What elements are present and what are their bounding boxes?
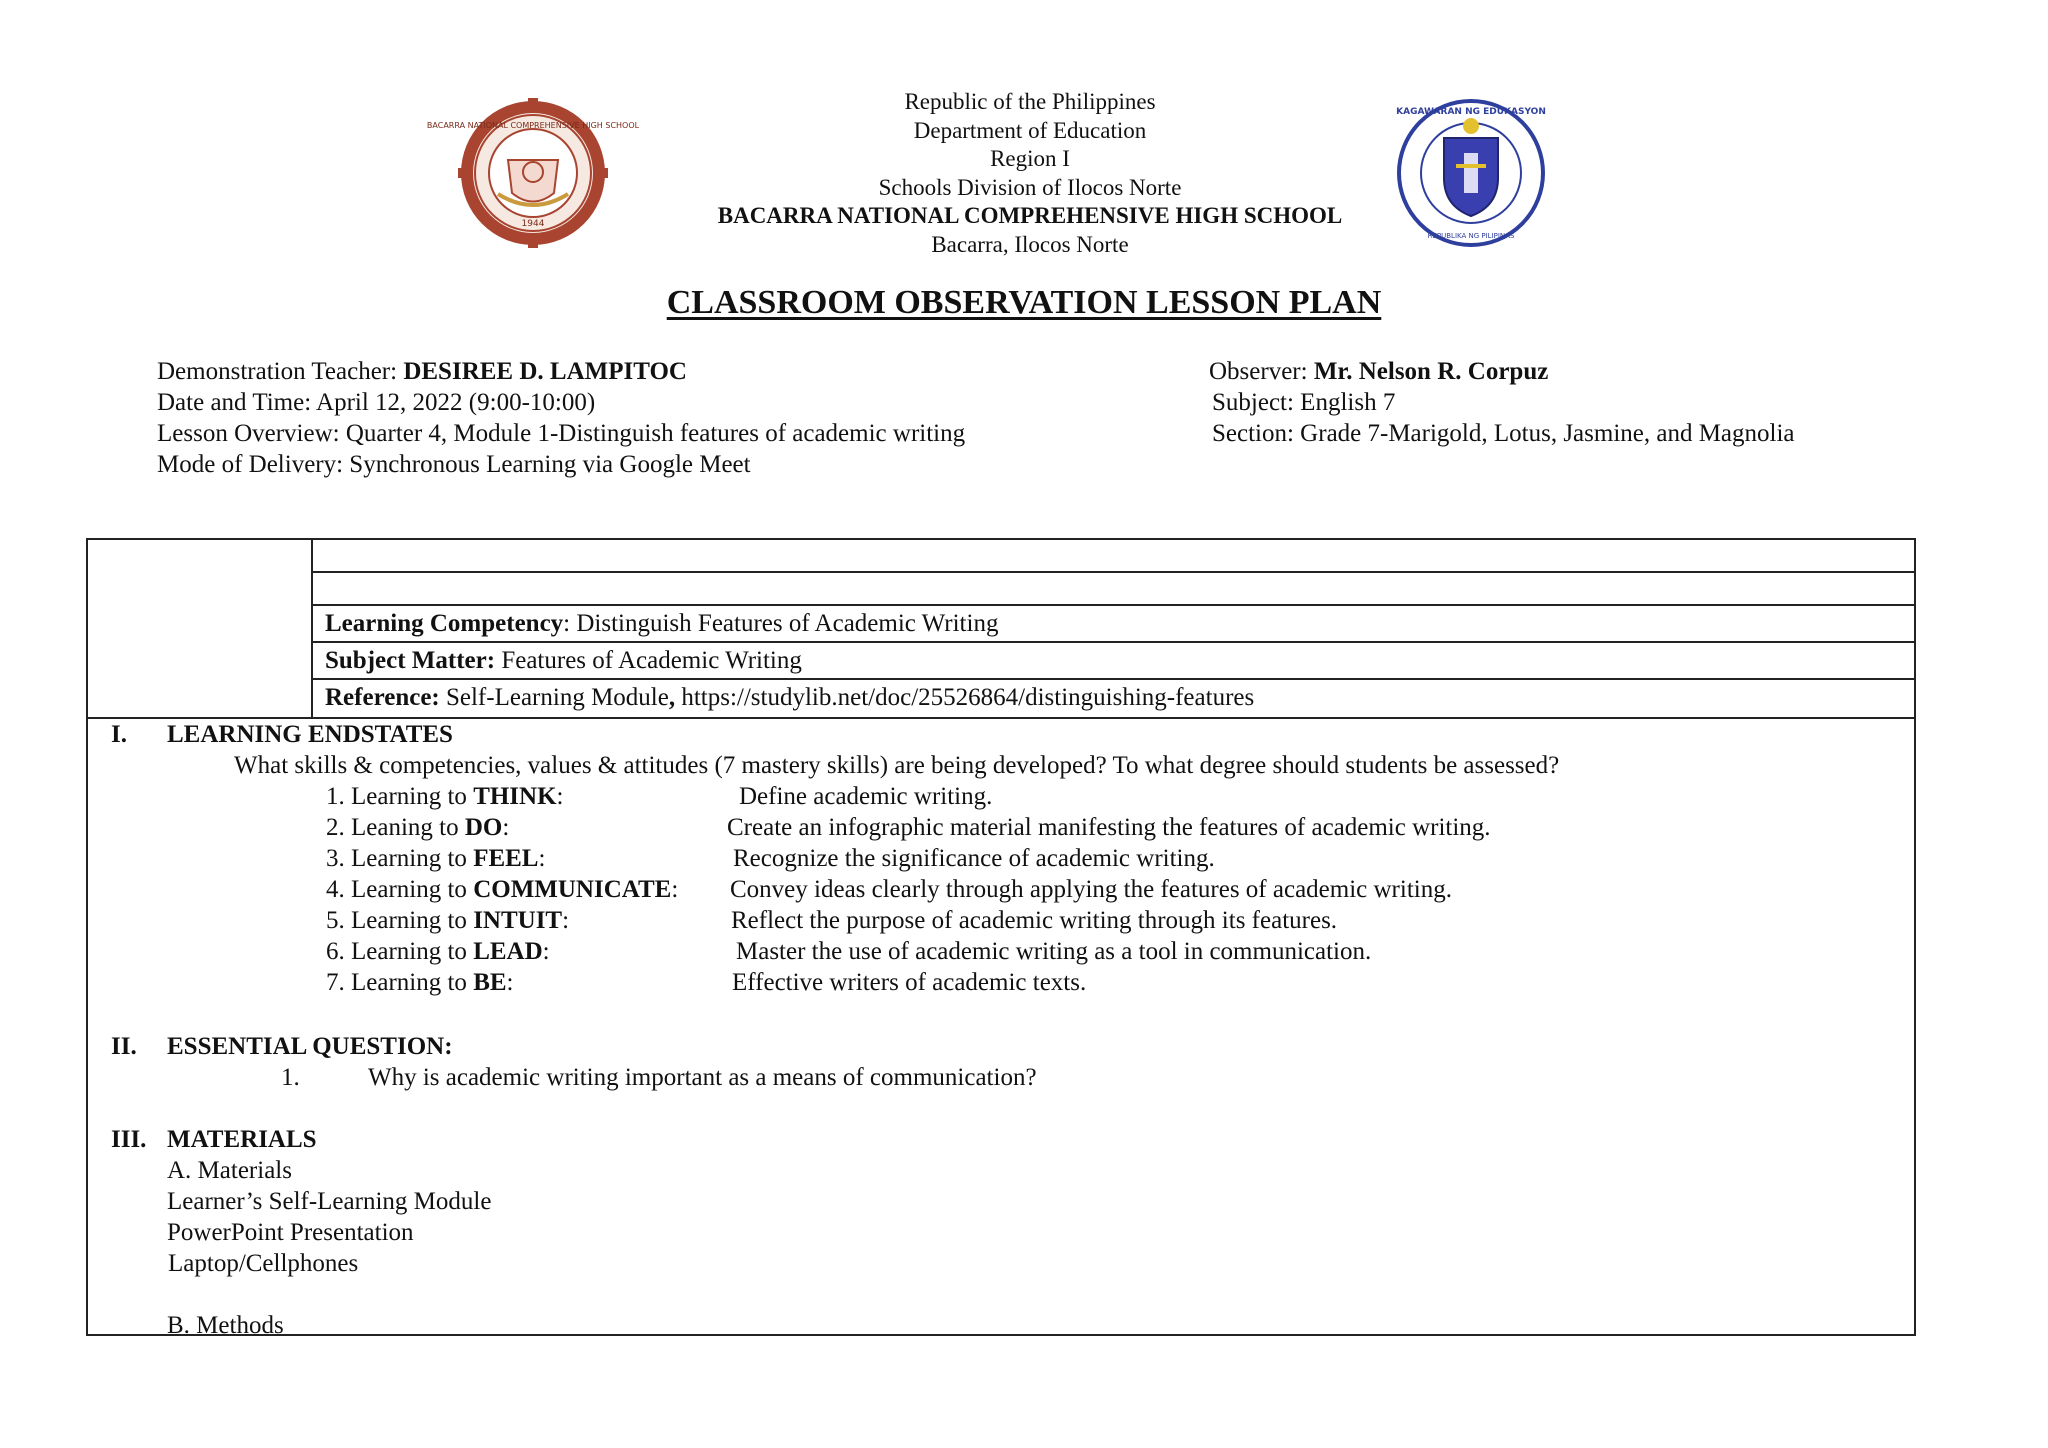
endstate-key: COMMUNICATE: [473, 876, 672, 903]
endstate-item: [326, 967, 1826, 998]
endstate-suffix: :: [556, 783, 564, 810]
endstate-suffix: :: [562, 907, 570, 934]
endstate-key: DO: [464, 814, 503, 841]
materials-subheading: A. Materials: [167, 1157, 292, 1184]
lesson-plan-table: [86, 538, 1916, 1339]
section-materials-heading: [111, 1124, 317, 1155]
endstate-prefix: 6. Learning to: [326, 938, 474, 965]
endstate-prefix: 2. Leaning to: [326, 814, 465, 841]
table-row-competency: [313, 606, 1914, 643]
document-title: CLASSROOM OBSERVATION LESSON PLAN: [666, 284, 1382, 321]
teacher-name: DESIREE D. LAMPITOC: [403, 358, 687, 385]
endstate-prefix: 5. Learning to: [326, 907, 474, 934]
essential-question-text: Why is academic writing important as a means of communication?: [368, 1064, 1037, 1091]
endstate-desc: Define academic writing.: [739, 783, 993, 810]
header-address: Bacarra, Ilocos Norte: [931, 231, 1129, 257]
endstate-label: [326, 905, 569, 936]
endstate-key: INTUIT: [473, 907, 563, 934]
endstate-suffix: :: [671, 876, 679, 903]
table-row-empty: [313, 573, 1914, 606]
material-item: Laptop/Cellphones: [168, 1250, 359, 1277]
material-item: PowerPoint Presentation: [167, 1219, 414, 1246]
seal-right-text-bottom: REPUBLIKA NG PILIPINAS: [1427, 232, 1515, 240]
seal-left-year: 1944: [521, 219, 545, 229]
section-title: MATERIALS: [167, 1126, 317, 1153]
table-row-empty: [313, 540, 1914, 573]
section-title: LEARNING ENDSTATES: [167, 721, 453, 748]
reference-label: Reference:: [325, 684, 440, 711]
endstate-item: [326, 843, 1826, 874]
lesson-plan-body: [88, 719, 1914, 1339]
endstate-suffix: :: [538, 845, 546, 872]
subject-matter-value: Features of Academic Writing: [495, 647, 802, 674]
overview-line: Lesson Overview: Quarter 4, Module 1-Distinguish features of academic writing: [157, 420, 966, 447]
material-item: Learner’s Self-Learning Module: [167, 1188, 492, 1215]
header-region: Region I: [990, 146, 1070, 171]
endstate-suffix: :: [502, 814, 510, 841]
endstate-desc: Effective writers of academic texts.: [732, 969, 1087, 996]
table-corner-cell: [88, 540, 313, 717]
endstate-key: THINK: [473, 783, 557, 810]
section-title: ESSENTIAL QUESTION:: [167, 1033, 453, 1060]
mode-line: Mode of Delivery: Synchronous Learning via Google Meet: [157, 451, 751, 478]
endstate-key: BE: [473, 969, 507, 996]
datetime-line: Date and Time: April 12, 2022 (9:00-10:00): [157, 389, 596, 416]
reference-value: Self-Learning Module: [439, 684, 669, 711]
competency-label: Learning Competency: [325, 610, 564, 637]
essential-question-number: 1.: [281, 1064, 300, 1091]
section-line: Section: Grade 7-Marigold, Lotus, Jasmine, and Magnolia: [1212, 420, 1795, 447]
teacher-line: [157, 356, 965, 387]
endstate-label: [326, 874, 678, 905]
subject-line: Subject: English 7: [1212, 389, 1396, 416]
header-school-name: BACARRA NATIONAL COMPREHENSIVE HIGH SCHOOL: [717, 203, 1343, 228]
endstate-prefix: 3. Learning to: [326, 845, 474, 872]
lesson-info-left: [157, 356, 965, 480]
endstate-desc: Reflect the purpose of academic writing through its features.: [731, 907, 1338, 934]
endstate-key: FEEL: [473, 845, 539, 872]
section-learning-endstates-heading: [111, 719, 453, 750]
endstate-prefix: 7. Learning to: [326, 969, 474, 996]
endstate-item: [326, 936, 1826, 967]
section-number: I.: [111, 721, 127, 748]
competency-value: : Distinguish Features of Academic Writing: [563, 610, 999, 637]
methods-subheading: B. Methods: [167, 1312, 284, 1339]
endstate-label: [326, 812, 509, 843]
endstate-item: [326, 781, 1826, 812]
endstate-label: [326, 843, 545, 874]
subject-matter-label: Subject Matter:: [325, 647, 496, 674]
endstate-desc: Convey ideas clearly through applying the features of academic writing.: [730, 876, 1452, 903]
section-number: III.: [111, 1126, 147, 1153]
reference-comma: ,: [668, 684, 676, 711]
endstates-question: What skills & competencies, values & attitudes (7 mastery skills) are being developed? To what degree should students be assessed?: [234, 752, 1560, 779]
seal-right-text-top: KAGAWARAN NG EDUKASYON: [1396, 107, 1546, 117]
endstate-suffix: :: [542, 938, 550, 965]
endstate-prefix: 1. Learning to: [326, 783, 474, 810]
endstate-item: [326, 874, 1826, 905]
school-seal-logo: [426, 98, 640, 248]
endstate-label: [326, 936, 550, 967]
endstate-prefix: 4. Learning to: [326, 876, 474, 903]
lesson-info-right: [1209, 356, 1795, 449]
observer-line: [1209, 356, 1795, 387]
endstate-suffix: :: [506, 969, 514, 996]
table-row-reference: [313, 680, 1914, 717]
observer-name: Mr. Nelson R. Corpuz: [1313, 358, 1549, 385]
endstate-label: [326, 967, 514, 998]
observer-label: Observer:: [1209, 358, 1314, 385]
endstate-item: [326, 812, 1826, 843]
header-republic: Republic of the Philippines: [904, 89, 1156, 114]
teacher-label: Demonstration Teacher:: [157, 358, 404, 385]
reference-url: https://studylib.net/doc/25526864/distinguishing-features: [675, 684, 1255, 711]
endstate-key: LEAD: [473, 938, 543, 965]
document-header: [640, 88, 1420, 259]
table-row-subject-matter: [313, 643, 1914, 680]
endstate-desc: Recognize the significance of academic writing.: [733, 845, 1215, 872]
header-department: Department of Education: [913, 117, 1147, 143]
section-essential-question-heading: [111, 1031, 453, 1062]
endstate-item: [326, 905, 1826, 936]
endstate-desc: Create an infographic material manifesting the features of academic writing.: [727, 814, 1491, 841]
section-number: II.: [111, 1033, 137, 1060]
header-division: Schools Division of Ilocos Norte: [878, 174, 1182, 200]
endstate-desc: Master the use of academic writing as a tool in communication.: [736, 938, 1372, 965]
endstate-label: [326, 781, 564, 812]
seal-left-text: BACARRA NATIONAL COMPREHENSIVE HIGH SCHOOL: [426, 121, 640, 130]
